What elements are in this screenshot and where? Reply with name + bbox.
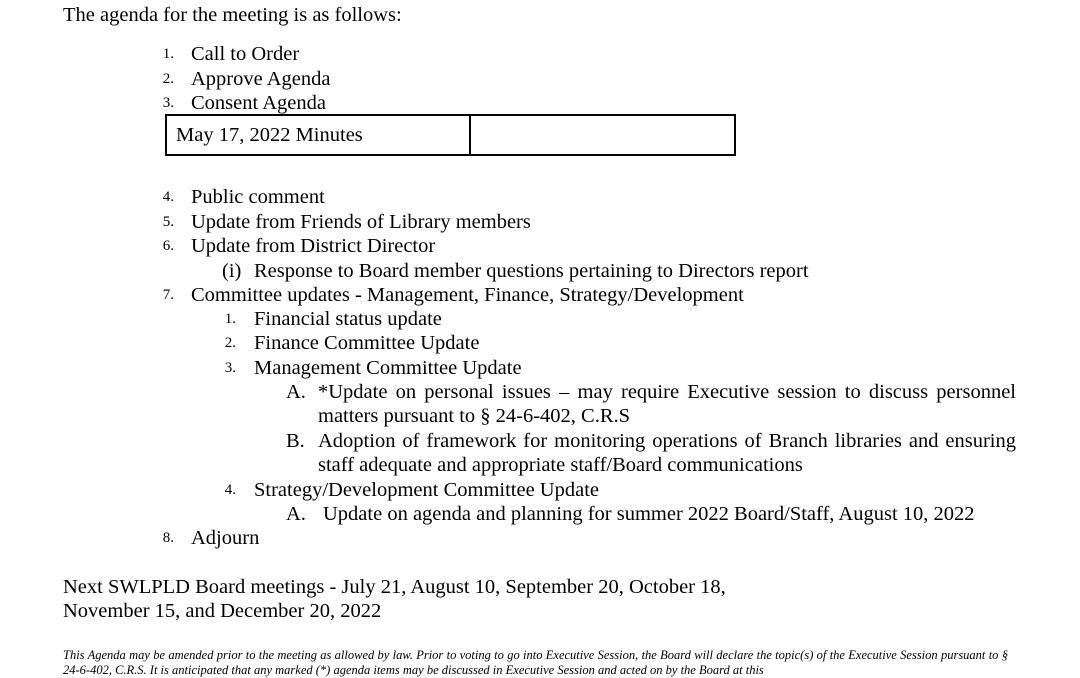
item-number: 3. (224, 360, 236, 376)
item-number: 4. (162, 189, 174, 205)
item-text: Management Committee Update (254, 357, 522, 379)
item-text: Update on agenda and planning for summer 2022 Board/Staff, August 10, 2022 (323, 503, 975, 525)
item-number: 8. (162, 530, 174, 546)
item-text: Call to Order (191, 43, 300, 65)
item-number: 2. (224, 335, 236, 351)
item-number: 2. (162, 71, 174, 87)
item-text: Response to Board member questions pertaining to Directors report (254, 260, 809, 282)
item-text: Committee updates - Management, Finance, Strategy/Development (191, 284, 744, 306)
item-number: (i) (222, 260, 242, 282)
item-text: Financial status update (254, 308, 442, 330)
table-cell-minutes: May 17, 2022 Minutes (166, 115, 470, 155)
next-meetings-line-1: Next SWLPLD Board meetings - July 21, August 10, September 20, October 18, (63, 576, 726, 598)
item-number: 5. (162, 214, 174, 230)
item-number: 3. (162, 95, 174, 111)
item-number: A. (286, 381, 306, 403)
agenda-intro: The agenda for the meeting is as follows: (63, 4, 402, 26)
table-row (166, 115, 735, 155)
item-text: Consent Agenda (191, 92, 326, 114)
consent-agenda-table (165, 114, 736, 156)
item-number: 1. (162, 46, 174, 62)
item-text: Update from Friends of Library members (191, 211, 531, 233)
next-meetings-line-2: November 15, and December 20, 2022 (63, 600, 382, 622)
item-text: Finance Committee Update (254, 332, 480, 354)
item-number: 7. (162, 287, 174, 303)
footnote: This Agenda may be amended prior to the meeting as allowed by law. Prior to voting to go into Executive Session, the Board will declare the topic(s) of the Executive Session pursuant to § 24-6-402, C.R.S. It is anticipated that any marked (*) agenda items may be discussed in Executive Session and acted on by the Board at this (63, 648, 1008, 677)
item-number: B. (286, 430, 305, 452)
item-number: A. (286, 503, 306, 525)
table-cell-empty (470, 115, 735, 155)
item-text: Approve Agenda (191, 68, 331, 90)
item-number: 1. (224, 311, 236, 327)
item-text: Strategy/Development Committee Update (254, 479, 599, 501)
item-text: Public comment (191, 186, 325, 208)
item-text: Adoption of framework for monitoring operations of Branch libraries and ensuring staff adequate and appropriate staff/Board communications (318, 430, 1016, 476)
item-text: *Update on personal issues – may require Executive session to discuss personnel matters pursuant to § 24-6-402, C.R.S (318, 381, 1016, 427)
item-number: 4. (224, 482, 236, 498)
item-text: Update from District Director (191, 235, 436, 257)
item-text: Adjourn (191, 527, 260, 549)
item-number: 6. (162, 238, 174, 254)
